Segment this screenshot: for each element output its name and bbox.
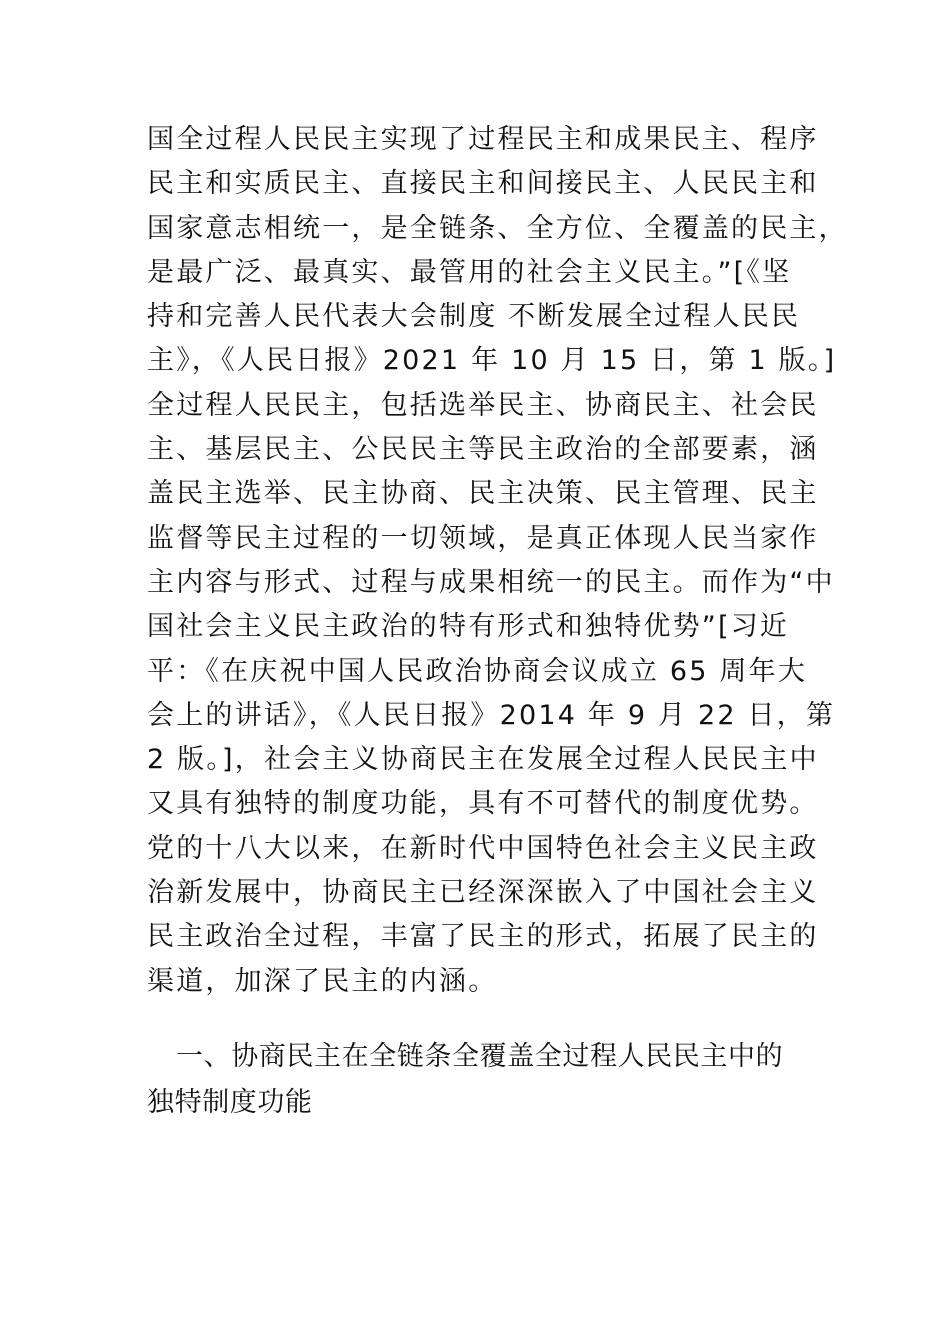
body-line: 平：《在庆祝中国人民政治协商会议成立 65 周年大: [147, 655, 808, 687]
body-line: 国家意志相统一，是全链条、全方位、全覆盖的民主，: [147, 212, 848, 244]
body-line: 主内容与形式、过程与成果相统一的民主。而作为“中: [147, 566, 835, 598]
body-line: 盖民主选举、民主协商、民主决策、民主管理、民主: [147, 478, 819, 510]
body-line: 又具有独特的制度功能，具有不可替代的制度优势。: [147, 788, 819, 820]
body-line: 是最广泛、最真实、最管用的社会主义民主。”[《坚: [147, 256, 792, 288]
body-line: 全过程人民民主，包括选举民主、协商民主、社会民: [147, 389, 819, 421]
body-line: 国全过程人民民主实现了过程民主和成果民主、程序: [147, 124, 819, 155]
heading-line: 独特制度功能: [147, 1087, 313, 1118]
body-line: 主、基层民主、公民民主等民主政治的全部要素，涵: [147, 434, 819, 466]
body-line: 2 版。]，社会主义协商民主在发展全过程人民民主中: [147, 744, 819, 776]
body-line: 国社会主义民主政治的特有形式和独特优势”[习近: [147, 611, 790, 643]
body-paragraph: [147, 118, 848, 1004]
body-line: 治新发展中，协商民主已经深深嵌入了中国社会主义: [147, 877, 819, 909]
body-line: 持和完善人民代表大会制度 不断发展全过程人民民: [147, 301, 801, 333]
body-line: 民主政治全过程，丰富了民主的形式，拓展了民主的: [147, 921, 819, 953]
section-heading: [147, 1034, 837, 1126]
heading-line: 一、协商民主在全链条全覆盖全过程人民民主中的: [176, 1041, 784, 1072]
body-line: 民主和实质民主、直接民主和间接民主、人民民主和: [147, 168, 819, 200]
body-line: 党的十八大以来，在新时代中国特色社会主义民主政: [147, 832, 819, 864]
body-line: 渠道，加深了民主的内涵。: [147, 965, 498, 997]
body-line: 主》，《人民日报》2021 年 10 月 15 日，第 1 版。]: [147, 345, 837, 377]
body-line: 监督等民主过程的一切领域，是真正体现人民当家作: [147, 522, 819, 554]
body-line: 会上的讲话》，《人民日报》2014 年 9 月 22 日，第: [147, 699, 836, 731]
